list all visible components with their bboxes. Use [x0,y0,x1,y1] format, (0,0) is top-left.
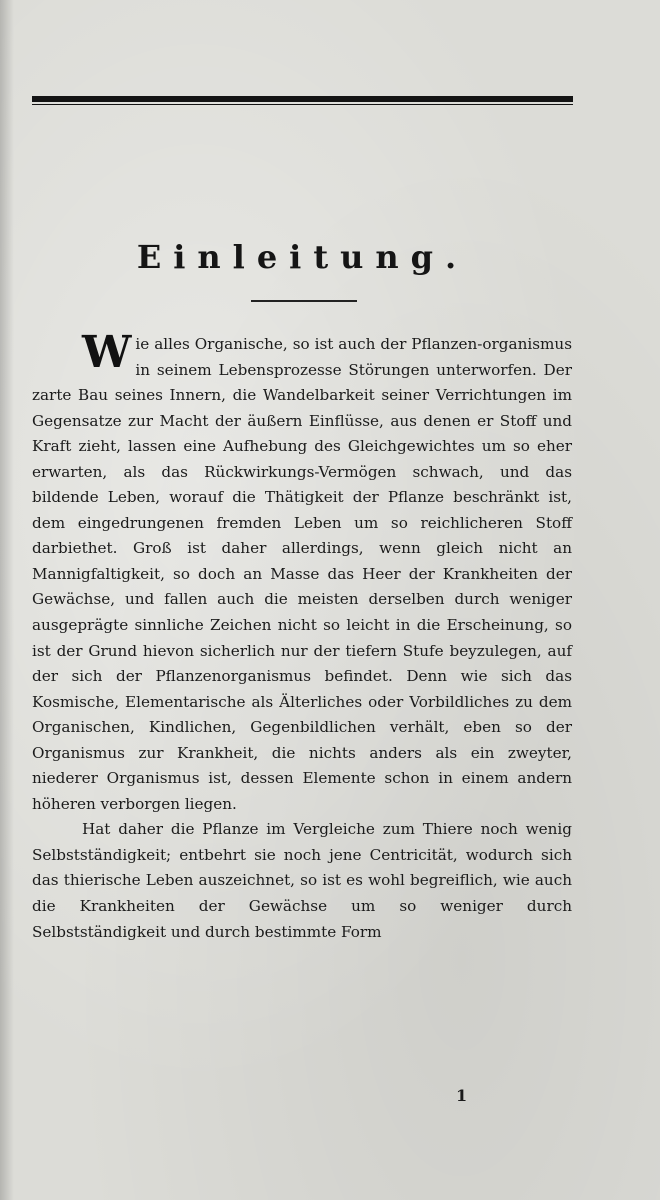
paragraph-1-text: ie alles Organische, so ist auch der Pflanzen-organismus in seinem Lebensprozesse Störungen unterworfen. Der zarte Bau seines Innern, die Wandelbarkeit seiner Verrichtungen im Gegensatze zur Macht der äußern Einflüsse, aus denen er Stoff und Kraft zieht, lassen eine Aufhebung des Gleichgewichtes um so eher erwarten, als das Rückwirkungs-Vermögen schwach, und das bildende Leben, worauf die Thätigkeit der Pflanze beschränkt ist, dem eingedrungenen fremden Leben um so reichlicheren Stoff darbiethet. Groß ist daher allerdings, wenn gleich nicht an Mannigfaltigkeit, so doch an Masse das Heer der Krankheiten der Gewächse, und fallen auch die meisten derselben durch weniger ausgeprägte sinnliche Zeichen nicht so leicht in die Erscheinung, so ist der Grund hievon sicherlich nur der tiefern Stufe beyzulegen, auf der sich der Pflanzenorganismus befindet. Denn wie sich das Kosmische, Elementarische als Älterliches oder Vorbildliches zu dem Organischen, Kindlichen, Gegenbildlichen verhält, eben so der Organismus zur Krankheit, die nichts anders als ein zweyter, niederer Organismus ist, dessen Elemente schon in einem andern höheren verborgen liegen. [32,335,572,813]
body-text [32,327,572,945]
chapter-title: Einleitung. [136,238,469,276]
page-gutter-shadow [0,0,14,1200]
paragraph-1 [32,327,572,817]
title-underline-rule [251,300,357,302]
drop-cap: W [82,327,132,378]
header-rule-thick [32,96,573,102]
header-rule-thin [32,104,573,105]
page-number: 1 [456,1086,468,1105]
paragraph-2: Hat daher die Pflanze im Vergleiche zum Thiere noch wenig Selbstständigkeit; entbehrt sie noch jene Centricität, wodurch sich das thierische Leben auszeichnet, so ist es wohl begreiflich, wie auch die Krankheiten der Gewächse um so weniger durch Selbstständigkeit und durch bestimmte Form [32,820,572,941]
